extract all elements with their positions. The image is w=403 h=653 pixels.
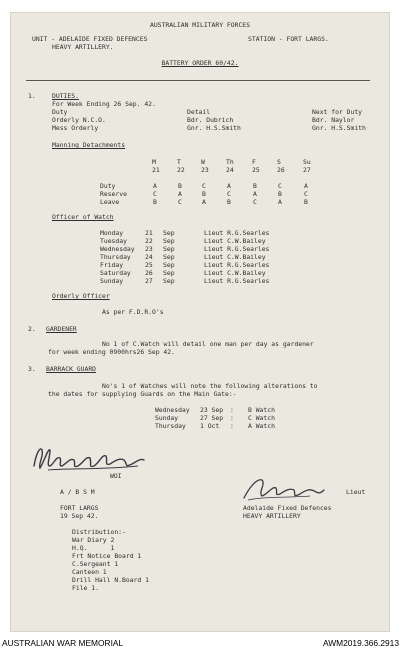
orderly-text: As per F.D.R.O's — [102, 308, 164, 316]
signature-right-icon — [238, 470, 328, 504]
manning-cell: B — [278, 190, 282, 198]
header-divider — [26, 80, 370, 81]
manning-cell: A — [227, 182, 231, 190]
duties-week: For Week Ending 26 Sep. 42. — [52, 100, 156, 108]
guard-date: 1 Oct — [200, 422, 220, 430]
manning-cell: B — [178, 182, 182, 190]
guard-separator: : — [230, 422, 234, 430]
footer-accession: AWM2019.366.2913 — [322, 638, 399, 648]
manning-day-0: M — [152, 158, 156, 166]
section-2-number: 2. — [28, 325, 36, 333]
manning-day-2: W — [201, 158, 205, 166]
watch-officer: Lieut C.W.Bailey — [204, 253, 266, 261]
signature-left-icon — [28, 440, 148, 476]
guard-date: 27 Sep — [200, 414, 224, 422]
battery-order: BATTERY ORDER 60/42. — [161, 59, 239, 67]
manning-cell: C — [178, 198, 182, 206]
distribution-item: Drill Hall N.Board 1 — [72, 576, 149, 584]
left-date: 19 Sep 42. — [60, 512, 99, 520]
manning-day-4: F — [252, 158, 256, 166]
manning-row-label: Reserve — [100, 190, 127, 198]
guard-watch: A Watch — [248, 422, 275, 430]
right-unit-1: Adelaide Fixed Defences — [243, 504, 332, 512]
guard-date: 23 Sep — [200, 406, 224, 414]
manning-cell: C — [227, 190, 231, 198]
distribution-item: C.Sergeant 1 — [72, 560, 119, 568]
station-line: STATION - FORT LARGS. — [248, 35, 329, 43]
detail-row-2: Gnr. H.S.Smith — [187, 124, 241, 132]
watch-heading: Officer of Watch — [52, 213, 114, 221]
guard-day: Wednesday — [155, 406, 190, 414]
distribution-item: Canteen 1 — [72, 568, 107, 576]
manning-row-label: Leave — [100, 198, 120, 206]
guard-line-1: No's 1 of Watches will note the following alterations to — [102, 382, 318, 390]
manning-day-1: T — [177, 158, 181, 166]
guard-watch: B Watch — [248, 406, 275, 414]
watch-officer: Lieut R.G.Searles — [204, 261, 270, 269]
watch-date: 24 — [145, 253, 153, 261]
manning-cell: C — [278, 182, 282, 190]
manning-cell: B — [202, 190, 206, 198]
watch-officer: Lieut R.G.Searles — [204, 229, 270, 237]
left-signer-rank: WOI — [110, 472, 122, 480]
left-place: FORT LARGS — [60, 504, 99, 512]
watch-month: Sep — [163, 245, 175, 253]
gardener-line-2: for week ending 0900hrs26 Sep 42. — [48, 348, 175, 356]
watch-officer: Lieut R.G.Searles — [204, 245, 270, 253]
next-row-2: Gnr. H.S.Smith — [312, 124, 366, 132]
left-signer-title: A / B S M — [60, 488, 95, 496]
guard-day: Thursday — [155, 422, 186, 430]
watch-officer: Lieut C.W.Bailey — [204, 237, 266, 245]
watch-date: 25 — [145, 261, 153, 269]
watch-month: Sep — [163, 269, 175, 277]
watch-day: Sunday — [100, 277, 124, 285]
manning-date-5: 26 — [277, 166, 285, 174]
distribution-item: File 1. — [72, 584, 99, 592]
manning-cell: A — [153, 182, 157, 190]
manning-date-6: 27 — [303, 166, 311, 174]
watch-officer: Lieut R.G.Searles — [204, 277, 270, 285]
watch-day: Saturday — [100, 269, 131, 277]
watch-month: Sep — [163, 229, 175, 237]
right-unit-2: HEAVY ARTILLERY — [243, 512, 301, 520]
duties-heading: DUTIES. — [52, 92, 79, 100]
watch-date: 27 — [145, 277, 153, 285]
manning-cell: C — [153, 190, 157, 198]
manning-date-0: 21 — [152, 166, 160, 174]
manning-day-5: S — [277, 158, 281, 166]
manning-cell: A — [278, 198, 282, 206]
manning-cell: A — [202, 198, 206, 206]
distribution-item: H.Q. 1 — [72, 544, 115, 552]
watch-date: 26 — [145, 269, 153, 277]
section-1-number: 1. — [28, 92, 36, 100]
document-title: AUSTRALIAN MILITARY FORCES — [149, 21, 251, 29]
manning-cell: B — [253, 182, 257, 190]
watch-month: Sep — [163, 253, 175, 261]
detail-column-header: Detail — [187, 108, 211, 116]
watch-day: Friday — [100, 261, 124, 269]
manning-date-2: 23 — [201, 166, 209, 174]
manning-cell: A — [304, 182, 308, 190]
manning-date-1: 22 — [177, 166, 185, 174]
next-row-1: Bdr. Naylor — [312, 116, 355, 124]
distribution-item: Frt Notice Board 1 — [72, 552, 142, 560]
manning-cell: B — [227, 198, 231, 206]
next-column-header: Next for Duty — [312, 108, 363, 116]
watch-month: Sep — [163, 261, 175, 269]
footer-institution: AUSTRALIAN WAR MEMORIAL — [2, 638, 124, 648]
manning-day-3: Th — [226, 158, 234, 166]
gardener-line-1: No 1 of C.Watch will detail one man per day as gardener — [102, 340, 314, 348]
manning-day-6: Su — [303, 158, 311, 166]
orderly-heading: Orderly Officer — [52, 292, 110, 300]
manning-cell: C — [304, 190, 308, 198]
right-signer-rank: Lieut — [346, 488, 366, 496]
watch-month: Sep — [163, 277, 175, 285]
manning-date-4: 25 — [252, 166, 260, 174]
guard-day: Sunday — [155, 414, 179, 422]
duty-column-header: Duty — [52, 108, 68, 116]
section-3-number: 3. — [28, 365, 36, 373]
guard-watch: C Watch — [248, 414, 275, 422]
manning-heading: Manning Detachments — [52, 141, 126, 149]
guard-line-2: the dates for supplying Guards on the Main Gate:- — [48, 390, 237, 398]
watch-officer: Lieut C.W.Bailey — [204, 269, 266, 277]
distribution-heading: Distribution:- — [72, 528, 126, 536]
detail-row-1: Bdr. Dubrich — [187, 116, 234, 124]
manning-row-label: Duty — [100, 182, 116, 190]
guard-separator: : — [230, 406, 234, 414]
watch-day: Tuesday — [100, 237, 127, 245]
duty-row-1: Orderly N.C.O. — [52, 116, 106, 124]
watch-day: Wednesday — [100, 245, 135, 253]
watch-day: Thursday — [100, 253, 131, 261]
unit-line-2: HEAVY ARTILLERY. — [52, 43, 114, 51]
gardener-heading: GARDENER — [46, 325, 77, 333]
watch-day: Monday — [100, 229, 124, 237]
manning-cell: C — [202, 182, 206, 190]
watch-date: 22 — [145, 237, 153, 245]
guard-separator: : — [230, 414, 234, 422]
manning-date-3: 24 — [226, 166, 234, 174]
manning-cell: B — [304, 198, 308, 206]
guard-heading: BARRACK GUARD — [46, 365, 97, 373]
duty-row-2: Mess Orderly — [52, 124, 99, 132]
manning-cell: A — [253, 190, 257, 198]
manning-cell: A — [178, 190, 182, 198]
distribution-item: War Diary 2 — [72, 536, 115, 544]
manning-cell: C — [253, 198, 257, 206]
unit-line-1: UNIT - ADELAIDE FIXED DEFENCES — [32, 35, 148, 43]
manning-cell: B — [153, 198, 157, 206]
watch-month: Sep — [163, 237, 175, 245]
watch-date: 23 — [145, 245, 153, 253]
watch-date: 21 — [145, 229, 153, 237]
